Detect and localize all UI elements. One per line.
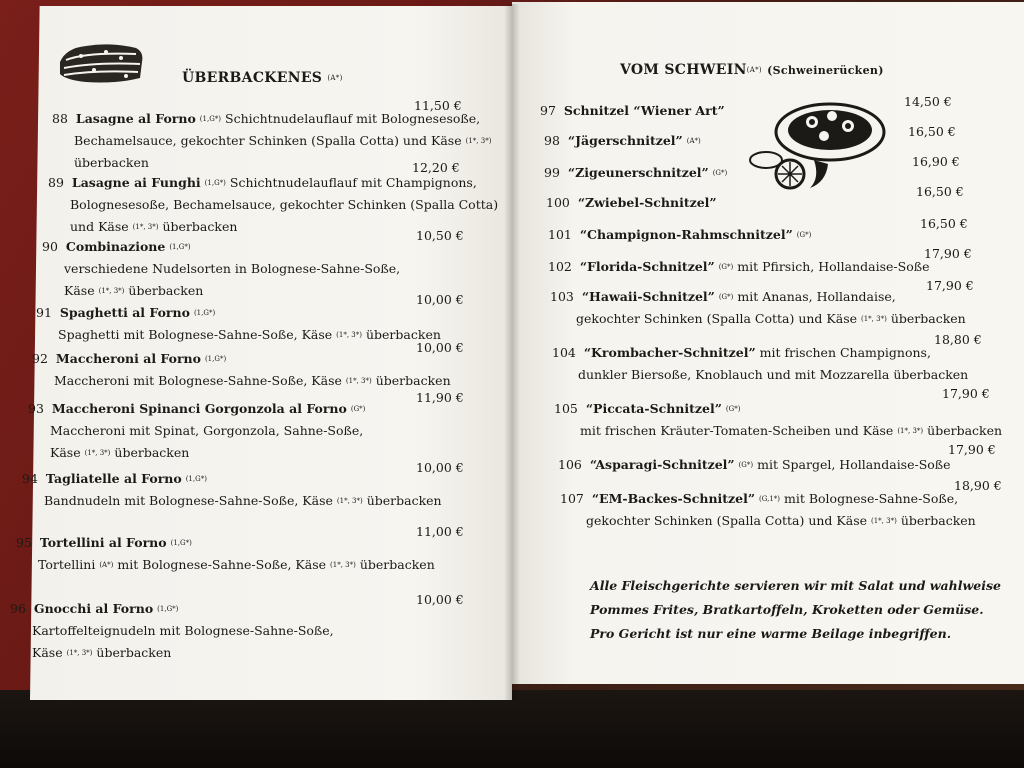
allergen-code: (1,G*) — [199, 115, 222, 123]
menu-item-101 — [548, 224, 811, 246]
item-description: mit Bolognese-Sahne-Soße, — [784, 491, 959, 506]
item-description: überbacken — [900, 513, 976, 528]
item-price: 10,00 € — [416, 292, 464, 307]
item-number: 104 — [552, 345, 576, 360]
item-name: “Florida-Schnitzel” — [579, 259, 715, 274]
allergen-code: (A*) — [686, 137, 701, 145]
item-description: und Käse — [70, 219, 129, 234]
side-dish-note-line: Pro Gericht ist nur eine warme Beilage inbegriffen. — [590, 626, 952, 641]
item-description: überbacken — [114, 445, 190, 460]
allergen-code: (1*, 3*) — [98, 287, 125, 295]
item-name: Lasagne al Forno — [75, 111, 196, 126]
item-description: Kartoffelteignudeln mit Bolognese-Sahne-Soße, — [32, 623, 334, 638]
item-description: Bechamelsauce, gekochter Schinken (Spalla Cotta) und Käse — [74, 133, 462, 148]
side-dish-note — [590, 574, 1001, 646]
item-price: 11,50 € — [414, 98, 462, 113]
allergen-code: (1*, 3*) — [66, 649, 93, 657]
item-description: mit Spargel, Hollandaise-Soße — [757, 457, 951, 472]
item-price: 17,90 € — [942, 386, 990, 401]
item-price: 16,50 € — [916, 184, 964, 199]
item-description: Schichtnudelauflauf mit Champignons, — [229, 175, 477, 190]
allergen-code: (1,G*) — [204, 355, 227, 363]
item-number: 98 — [544, 133, 560, 148]
item-number: 106 — [558, 457, 582, 472]
allergen-code: (G*) — [350, 405, 366, 413]
item-number: 97 — [540, 103, 556, 118]
allergen-code: (G*) — [725, 405, 741, 413]
allergen-code: (1,G*) — [169, 243, 191, 251]
item-name: “Champignon-Rahmschnitzel” — [579, 227, 793, 242]
item-price: 11,90 € — [416, 390, 464, 405]
item-name: “Zwiebel-Schnitzel” — [577, 195, 717, 210]
side-dish-note-line: Alle Fleischgerichte servieren wir mit Salat und wahlweise — [590, 578, 1001, 593]
item-number: 91 — [36, 305, 52, 320]
allergen-code: (1*, 3*) — [465, 137, 492, 145]
item-number: 101 — [548, 227, 572, 242]
item-name: “EM-Backes-Schnitzel” — [591, 491, 756, 506]
allergen-code: (G*) — [718, 293, 734, 301]
item-price: 17,90 € — [948, 442, 996, 457]
item-description: Käse — [64, 283, 95, 298]
item-name: Tortellini al Forno — [39, 535, 167, 550]
allergen-code: (G*) — [712, 169, 728, 177]
item-description: mit Ananas, Hollandaise, — [737, 289, 896, 304]
item-name: Tagliatelle al Forno — [45, 471, 182, 486]
section-title-vom-schwein — [620, 62, 884, 78]
item-number: 95 — [16, 535, 32, 550]
item-price: 18,90 € — [954, 478, 1002, 493]
item-description: überbacken — [890, 311, 966, 326]
allergen-code: (1*, 3*) — [871, 517, 897, 525]
allergen-code: (A*) — [746, 66, 762, 74]
item-number: 103 — [550, 289, 574, 304]
allergen-code: (G*) — [718, 263, 734, 271]
allergen-code: (1*, 3*) — [84, 449, 111, 457]
item-description: Schichtnudelauflauf mit Bolognesesoße, — [225, 111, 481, 126]
item-description: überbacken — [365, 327, 441, 342]
menu-item-96 — [10, 598, 334, 664]
allergen-code: (G*) — [738, 461, 754, 469]
item-description: gekochter Schinken (Spalla Cotta) und Käse — [576, 311, 858, 326]
item-description: Bandnudeln mit Bolognese-Sahne-Soße, Käse — [44, 493, 333, 508]
item-number: 90 — [42, 239, 58, 254]
item-description: mit Pfirsich, Hollandaise-Soße — [737, 259, 930, 274]
item-number: 93 — [28, 401, 44, 416]
menu-item-107 — [560, 488, 976, 532]
item-number: 105 — [554, 401, 578, 416]
allergen-code: (1*, 3*) — [132, 223, 159, 231]
section-title-text: VOM SCHWEIN — [620, 62, 747, 78]
item-name: Combinazione — [65, 239, 166, 254]
item-name: “Piccata-Schnitzel” — [585, 401, 722, 416]
item-number: 92 — [32, 351, 48, 366]
section-subtitle: (Schweinerücken) — [767, 64, 884, 77]
allergen-code: (1*, 3*) — [861, 315, 887, 323]
item-price: 16,50 € — [920, 216, 968, 231]
item-price: 10,00 € — [416, 592, 464, 607]
item-description: überbacken — [375, 373, 451, 388]
allergen-code: (1,G*) — [204, 179, 226, 187]
item-description: überbacken — [128, 283, 204, 298]
item-price: 12,20 € — [412, 160, 460, 175]
menu-item-92 — [32, 348, 451, 392]
item-description: Maccheroni mit Bolognese-Sahne-Soße, Käse — [54, 373, 342, 388]
item-description: Käse — [50, 445, 81, 460]
menu-item-91 — [36, 302, 441, 346]
allergen-code: (1*, 3*) — [330, 561, 356, 569]
item-price: 18,80 € — [934, 332, 982, 347]
menu-item-90 — [42, 236, 400, 302]
section-title-text: ÜBERBACKENES — [182, 70, 323, 86]
item-number: 102 — [548, 259, 572, 274]
item-description: mit frischen Champignons, — [759, 345, 931, 360]
item-number: 94 — [22, 471, 38, 486]
item-description: dunkler Biersoße, Knoblauch und mit Mozzarella überbacken — [578, 367, 969, 382]
item-name: Maccheroni al Forno — [55, 351, 201, 366]
menu-item-103 — [550, 286, 966, 330]
item-description: überbacken — [96, 645, 172, 660]
menu-item-105 — [554, 398, 1002, 442]
item-description: verschiedene Nudelsorten in Bolognese-Sahne-Soße, — [64, 261, 401, 276]
item-description: Bolognesesoße, Bechamelsauce, gekochter Schinken (Spalla Cotta) — [70, 197, 499, 212]
item-name: Lasagne ai Funghi — [71, 175, 201, 190]
item-description: Käse — [32, 645, 63, 660]
menu-item-95 — [16, 532, 435, 576]
menu-item-93 — [28, 398, 365, 464]
item-name: Spaghetti al Forno — [59, 305, 190, 320]
item-name: “Jägerschnitzel” — [567, 133, 683, 148]
item-name: “Krombacher-Schnitzel” — [583, 345, 756, 360]
schnitzel-plate-illustration-icon — [748, 88, 890, 192]
menu-item-106 — [558, 454, 951, 476]
item-description: überbacken — [162, 219, 238, 234]
item-number: 107 — [560, 491, 584, 506]
item-price: 11,00 € — [416, 524, 464, 539]
item-number: 99 — [544, 165, 560, 180]
allergen-code: (A*) — [99, 561, 114, 569]
book-gutter — [504, 4, 520, 700]
side-dish-note-line: Pommes Frites, Bratkartoffeln, Kroketten oder Gemüse. — [590, 602, 984, 617]
item-price: 16,50 € — [908, 124, 956, 139]
menu-item-97 — [540, 100, 725, 122]
item-description: Maccheroni mit Spinat, Gorgonzola, Sahne-Soße, — [50, 423, 364, 438]
item-description: Spaghetti mit Bolognese-Sahne-Soße, Käse — [58, 327, 333, 342]
item-name: “Hawaii-Schnitzel” — [581, 289, 715, 304]
menu-item-98 — [544, 130, 701, 152]
item-number: 100 — [546, 195, 570, 210]
allergen-code: (1*, 3*) — [897, 427, 924, 435]
lasagne-illustration-icon — [56, 40, 146, 90]
item-price: 16,90 € — [912, 154, 960, 169]
menu-item-99 — [544, 162, 727, 184]
item-price: 10,00 € — [416, 460, 464, 475]
allergen-code: (G*) — [796, 231, 812, 239]
allergen-code: (1,G*) — [170, 539, 192, 547]
item-description: überbacken — [366, 493, 442, 508]
menu-item-102 — [548, 256, 929, 278]
item-description: überbacken — [359, 557, 435, 572]
item-description: überbacken — [74, 155, 149, 170]
menu-item-104 — [552, 342, 968, 386]
table-shadow — [0, 690, 1024, 768]
item-name: Schnitzel “Wiener Art” — [563, 103, 725, 118]
allergen-code: (1*, 3*) — [345, 377, 372, 385]
item-number: 88 — [52, 111, 68, 126]
menu-item-94 — [22, 468, 442, 512]
item-description: mit frischen Kräuter-Tomaten-Scheiben und Käse — [580, 423, 894, 438]
item-price: 10,50 € — [416, 228, 464, 243]
item-description: Tortellini — [38, 557, 96, 572]
item-name: “Asparagi-Schnitzel” — [589, 457, 735, 472]
item-price: 10,00 € — [416, 340, 464, 355]
item-name: Gnocchi al Forno — [33, 601, 154, 616]
item-number: 96 — [10, 601, 26, 616]
item-name: “Zigeunerschnitzel” — [567, 165, 709, 180]
allergen-code: (G,1*) — [759, 495, 781, 503]
item-name: Maccheroni Spinanci Gorgonzola al Forno — [51, 401, 347, 416]
allergen-code: (1,G*) — [185, 475, 207, 483]
item-price: 17,90 € — [924, 246, 972, 261]
item-description: überbacken — [927, 423, 1003, 438]
item-number: 89 — [48, 175, 64, 190]
item-price: 14,50 € — [904, 94, 952, 109]
allergen-code: (1,G*) — [193, 309, 216, 317]
allergen-code: (1*, 3*) — [336, 331, 362, 339]
item-price: 17,90 € — [926, 278, 974, 293]
section-title-ueberbackenes — [182, 70, 343, 86]
allergen-code: (1,G*) — [157, 605, 179, 613]
allergen-code: (A*) — [327, 74, 343, 82]
item-description: mit Bolognese-Sahne-Soße, Käse — [117, 557, 327, 572]
item-description: gekochter Schinken (Spalla Cotta) und Käse — [586, 513, 868, 528]
menu-item-100 — [546, 192, 717, 214]
allergen-code: (1*, 3*) — [336, 497, 363, 505]
